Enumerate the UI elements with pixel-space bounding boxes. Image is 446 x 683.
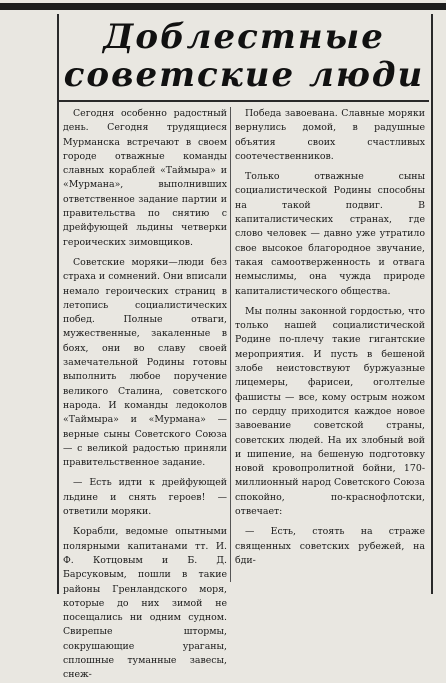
paragraph: Мы полны законной гордостью, что только нашей социалистической Родине по-плечу такие гигантские мероприятия. И пусть в бешеной злобе неистовствуют буржуазные лицемеры, фарисеи, оголтелые фашисты — все, кому острым ножом по сердцу приходится каждое новое завоевание советской страны, советских людей. На их злобный вой и шипение, на бешеную подготовку новой кровопролитной бойни, 170-миллионный народ Советского Союза спокойно, по-краснофлотски, отвечает: — [235, 305, 425, 518]
title-line-1: Доблестные — [103, 17, 385, 57]
right-column — [235, 107, 425, 568]
paragraph: Советские моряки—люди без страха и сомнений. Они вписали немало героических страниц в летопись социалистических побед. Полные отваги, мужественные, закаленные в боях, они во славу своей замечательной Родины готовы выполнить любое поручение великого Сталина, советского народа. И команды ледоколов «Таймыра» и «Мурмана» — верные сыны Советского Союза — с великой радостью приняли правительственное задание. — [63, 256, 227, 469]
title-line-2: советские люди — [63, 55, 425, 95]
left-column — [63, 107, 227, 683]
paragraph: Только отважные сыны социалистической Родины способны на такой подвиг. В капиталистических странах, где слово человек — давно уже утратило свое высокое благородное звучание, такая самоотверженность и отвага немыслимы, она чужда природе капиталистического общества. — [235, 171, 425, 297]
paragraph: Победа завоевана. Славные моряки вернулись домой, в радушные объятия своих счастливых соотечественников. — [235, 108, 425, 162]
paragraph: — Есть идти к дрейфующей льдине и снять героев! — ответили моряки. — [63, 477, 227, 518]
title-divider — [59, 100, 429, 102]
column-separator — [230, 107, 231, 582]
article-title — [59, 18, 429, 94]
top-border-rule — [0, 3, 446, 10]
paragraph: Корабли, ведомые опытными полярными капитанами тт. И. Ф. Котцовым и Б. Д. Барсуковым, пошли в такие районы Гренландского моря, которые до них зимой не посещались ни одним судном. Свирепые штормы, сокрушающие ураганы, сплошные туманные завесы, снеж- — [63, 526, 227, 681]
paragraph: Сегодня особенно радостный день. Сегодня трудящиеся Мурманска встречают в своем городе отважные команды славных кораблей «Таймыра» и «Мурмана», выполнивших ответственное задание партии и правительства по снятию с дрейфующей льдины четверки героических зимовщиков. — [63, 108, 227, 248]
paragraph: — Есть, стоять на страже священных советских рубежей, на бди- — [235, 526, 425, 566]
